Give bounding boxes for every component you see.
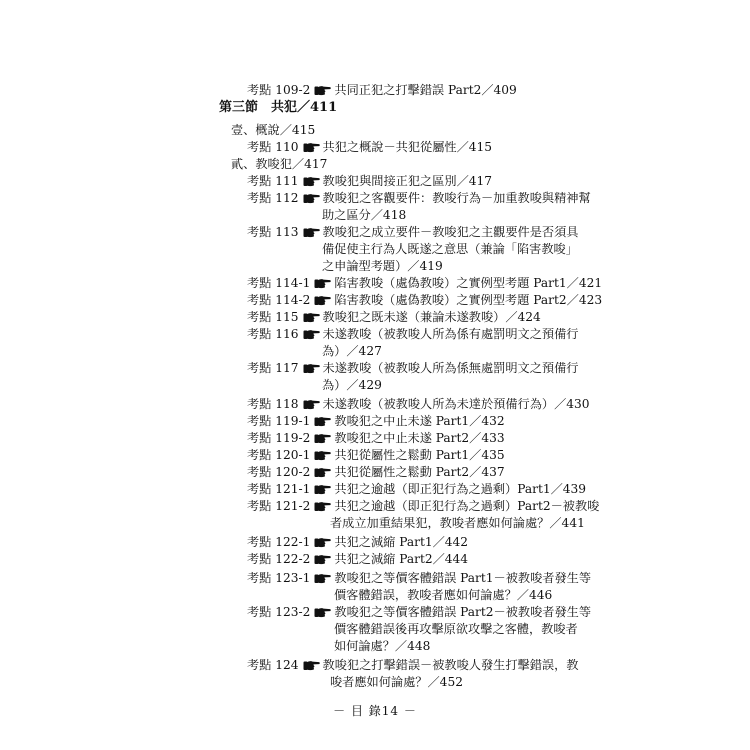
toc-entry-text: 共犯之概說－共犯從屬性／415	[322, 140, 493, 154]
toc-entry-continuation	[322, 241, 578, 257]
toc-entry-label: 考點 122-2	[247, 552, 311, 566]
toc-entry-label: 考點 119-1	[247, 414, 311, 428]
pointing-hand-icon	[314, 85, 331, 96]
toc-entry	[247, 604, 591, 620]
continuation-text: 助之區分／418	[322, 208, 407, 222]
toc-entry	[247, 430, 505, 446]
toc-entry-label: 考點 117	[247, 361, 299, 375]
toc-entry	[247, 551, 468, 567]
pointing-hand-icon	[314, 607, 331, 618]
toc-entry	[247, 413, 505, 429]
pointing-hand-icon	[314, 554, 331, 565]
pointing-hand-icon	[303, 329, 320, 340]
pointing-hand-icon	[314, 450, 331, 461]
pointing-hand-icon	[303, 176, 320, 187]
toc-entry	[247, 447, 505, 463]
toc-entry-label: 考點 120-2	[247, 465, 311, 479]
continuation-text: 價客體錯誤，教唆者應如何論處？／446	[334, 588, 553, 602]
toc-entry	[247, 139, 492, 155]
toc-entry-label: 考點 121-2	[247, 499, 311, 513]
pointing-hand-icon	[303, 399, 320, 410]
toc-entry-text: 教唆犯之中止未遂 Part2／433	[334, 431, 505, 445]
toc-entry-text: 未遂教唆（被教唆人所為未達於預備行為）／430	[322, 397, 590, 411]
toc-entry-text: 教唆犯之打擊錯誤－被教唆人發生打擊錯誤，教	[322, 658, 579, 672]
subheading-text: 貳、教唆犯／417	[231, 157, 328, 171]
toc-entry-label: 考點 122-1	[247, 535, 311, 549]
toc-entry-continuation	[334, 621, 578, 637]
toc-subheading	[231, 156, 327, 172]
toc-entry-continuation	[322, 377, 382, 393]
toc-entry-text: 共犯從屬性之鬆動 Part1／435	[334, 448, 505, 462]
toc-entry-text: 陷害教唆（處偽教唆）之實例型考題 Part1／421	[334, 276, 603, 290]
toc-entry-text: 未遂教唆（被教唆人所為係有處罰明文之預備行	[322, 327, 579, 341]
pointing-hand-icon	[314, 467, 331, 478]
toc-entry-label: 考點 112	[247, 191, 299, 205]
toc-entry-text: 教唆犯之成立要件－教唆犯之主觀要件是否須具	[322, 225, 579, 239]
continuation-text: 者成立加重結果犯，教唆者應如何論處？／441	[330, 516, 585, 530]
toc-entry-text: 未遂教唆（被教唆人所為係無處罰明文之預備行	[322, 361, 579, 375]
toc-entry-label: 考點 109-2	[247, 83, 311, 97]
toc-entry	[247, 534, 468, 550]
toc-entry-text: 教唆犯之客觀要件：教唆行為－加重教唆與精神幫	[322, 191, 591, 205]
continuation-text: 唆者應如何論處？／452	[330, 675, 463, 689]
toc-entry-label: 考點 118	[247, 397, 299, 411]
toc-entry-label: 考點 114-2	[247, 293, 311, 307]
continuation-text: 為）／427	[322, 344, 382, 358]
toc-entry	[247, 309, 541, 325]
toc-subheading	[231, 122, 315, 138]
pointing-hand-icon	[314, 501, 331, 512]
toc-entry	[247, 464, 505, 480]
toc-entry-label: 考點 110	[247, 140, 299, 154]
toc-entry	[247, 481, 586, 497]
pointing-hand-icon	[303, 660, 320, 671]
pointing-hand-icon	[303, 312, 320, 323]
toc-entry-continuation	[322, 207, 406, 223]
toc-entry-label: 考點 123-1	[247, 571, 311, 585]
toc-entry-label: 考點 121-1	[247, 482, 311, 496]
toc-entry-continuation	[330, 674, 463, 690]
continuation-text: 備促使主行為人既遂之意思（兼論「陷害教唆」	[322, 242, 578, 256]
toc-entry-text: 共同正犯之打擊錯誤 Part2／409	[334, 83, 517, 97]
toc-entry	[247, 224, 578, 240]
continuation-text: 之申論型考題）／419	[322, 259, 443, 273]
toc-entry-label: 考點 116	[247, 327, 299, 341]
toc-entry	[247, 190, 591, 206]
toc-entry-continuation	[330, 515, 585, 531]
pointing-hand-icon	[303, 363, 320, 374]
toc-entry-text: 教唆犯之中止未遂 Part1／432	[334, 414, 505, 428]
toc-entry-text: 教唆犯之等價客體錯誤 Part1－被教唆者發生等	[334, 571, 592, 585]
toc-entry-text: 教唆犯之既未遂（兼論未遂教唆）／424	[322, 310, 541, 324]
page-footer: － 目 錄14 －	[333, 704, 417, 718]
toc-entry-label: 考點 115	[247, 310, 299, 324]
toc-entry-text: 共犯之減縮 Part2／444	[334, 552, 469, 566]
toc-entry-label: 考點 123-2	[247, 605, 311, 619]
toc-entry-text: 陷害教唆（處偽教唆）之實例型考題 Part2／423	[334, 293, 603, 307]
continuation-text: 如何論處？／448	[334, 639, 431, 653]
pointing-hand-icon	[314, 537, 331, 548]
toc-entry-label: 考點 124	[247, 658, 299, 672]
section-heading	[219, 100, 337, 116]
pointing-hand-icon	[314, 484, 331, 495]
toc-entry	[247, 396, 590, 412]
toc-entry-text: 共犯之逾越（即正犯行為之過剩）Part1／439	[334, 482, 587, 496]
toc-entry-continuation	[322, 258, 443, 274]
toc-entry-label: 考點 114-1	[247, 276, 311, 290]
continuation-text: 價客體錯誤後再攻擊原欲攻擊之客體，教唆者	[334, 622, 578, 636]
toc-entry	[247, 82, 517, 98]
toc-entry	[247, 498, 599, 514]
toc-entry-continuation	[334, 587, 552, 603]
pointing-hand-icon	[303, 227, 320, 238]
toc-entry	[247, 173, 492, 189]
toc-entry-text: 教唆犯與間接正犯之區別／417	[322, 174, 493, 188]
toc-entry-label: 考點 120-1	[247, 448, 311, 462]
toc-entry-text: 教唆犯之等價客體錯誤 Part2－被教唆者發生等	[334, 605, 592, 619]
toc-entry-label: 考點 119-2	[247, 431, 311, 445]
subheading-text: 壹、概說／415	[231, 123, 316, 137]
pointing-hand-icon	[303, 142, 320, 153]
pointing-hand-icon	[314, 295, 331, 306]
toc-entry-label: 考點 111	[247, 174, 299, 188]
toc-entry-continuation	[322, 343, 382, 359]
toc-entry	[247, 326, 578, 342]
pointing-hand-icon	[314, 278, 331, 289]
toc-entry	[247, 570, 591, 586]
pointing-hand-icon	[314, 573, 331, 584]
toc-entry-text: 共犯從屬性之鬆動 Part2／437	[334, 465, 505, 479]
continuation-text: 為）／429	[322, 378, 382, 392]
toc-entry	[247, 275, 602, 291]
pointing-hand-icon	[314, 433, 331, 444]
pointing-hand-icon	[314, 416, 331, 427]
pointing-hand-icon	[303, 193, 320, 204]
toc-entry	[247, 360, 578, 376]
section-title: 第三節 共犯／411	[219, 100, 338, 115]
toc-entry-text: 共犯之減縮 Part1／442	[334, 535, 469, 549]
toc-entry	[247, 657, 578, 673]
toc-entry-label: 考點 113	[247, 225, 299, 239]
toc-entry	[247, 292, 602, 308]
toc-entry-text: 共犯之逾越（即正犯行為之過剩）Part2－被教唆	[334, 499, 600, 513]
toc-entry-continuation	[334, 638, 430, 654]
